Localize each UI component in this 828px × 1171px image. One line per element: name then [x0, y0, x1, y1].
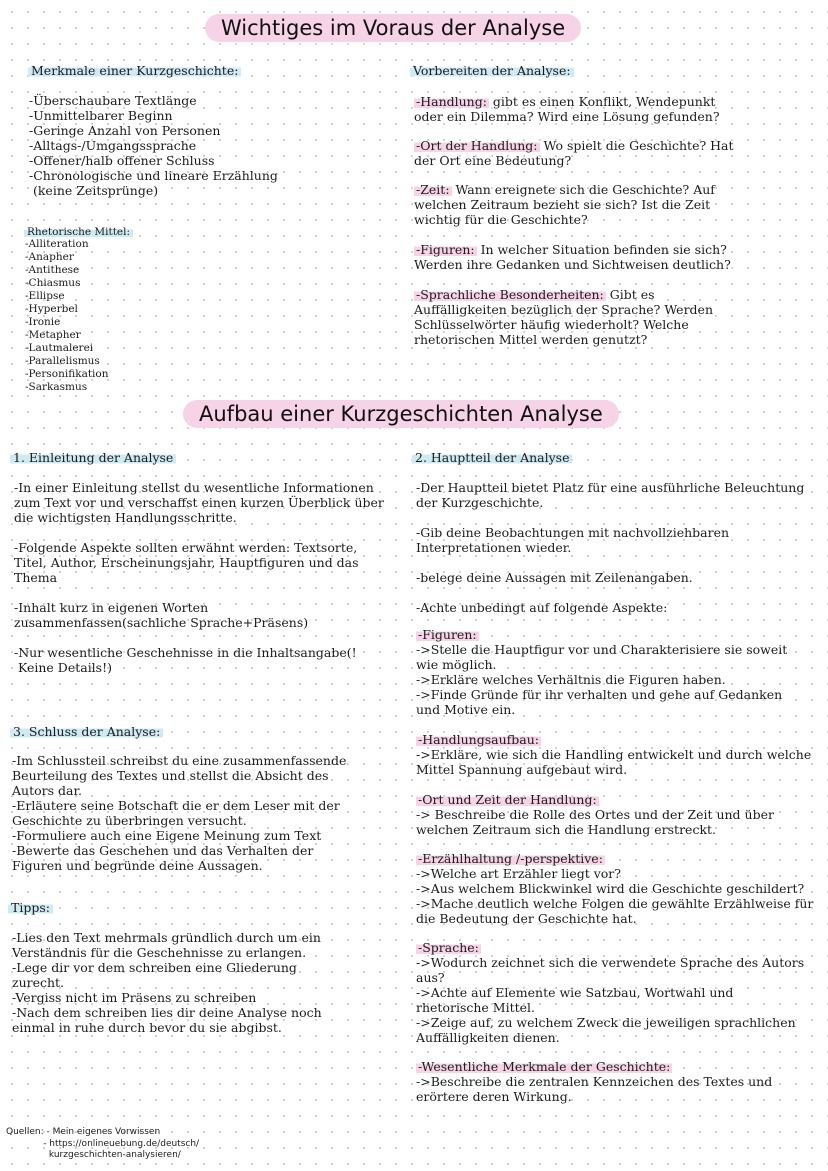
section-title: Aufbau einer Kurzgeschichten Analyse	[183, 400, 619, 428]
hauptteil-sprache: -Sprache: ->Wodurch zeichnet sich die verwendete Sprache des Autors aus? ->Achte auf Elemente wie Satzbau, Wortwahl und rhetorische Mittel. ->Zeige auf, zu welchem Zweck die jeweiligen sprachlichen Auffälligkeiten dienen.	[416, 940, 805, 1045]
schluss-text: -Im Schlussteil schreibst du eine zusammenfassende Beurteilung des Textes und stellst die Absicht des Autors dar. -Erläutere seine Botschaft die er dem Leser mit der Geschichte zu überbringen versucht. -Formuliere auch eine Eigene Meinung zum Text -Bewerte das Geschehen und das Verhalten der Figuren und begründe deine Aussagen.	[12, 753, 347, 873]
schluss-heading: 3. Schluss der Analyse:	[10, 724, 163, 739]
rhetorik-heading: Rhetorische Mittel:	[24, 226, 133, 239]
vorbereiten-heading: Vorbereiten der Analyse:	[410, 63, 574, 78]
hauptteil-heading: 2. Hauptteil der Analyse	[412, 450, 572, 465]
sources: Quellen: - Mein eigenes Vorwissen - https://onlineuebung.de/deutsch/ kurzgeschichten-analysieren/	[6, 1127, 200, 1160]
vorbereiten-handlung: -Handlung: gibt es einen Konflikt, Wendepunkt oder ein Dilemma? Wird eine Lösung gefunden?	[414, 94, 720, 124]
hauptteil-intro: -Der Hauptteil bietet Platz für eine ausführliche Beleuchtung der Kurzgeschichte. -Gib deine Beobachtungen mit nachvollziehbaren Interpretationen wieder. -belege deine Aussagen mit Zeilenangaben. -Achte unbedingt auf folgende Aspekte:	[416, 480, 805, 615]
tipps-text: -Lies den Text mehrmals gründlich durch um ein Verständnis für die Geschehnisse zu erlangen. -Lege dir vor dem schreiben eine Gliederung zurecht. -Vergiss nicht im Präsens zu schreiben -Nach dem schreiben lies dir deine Analyse noch einmal in ruhe durch bevor du sie abgibst.	[12, 930, 322, 1035]
hauptteil-handlungsaufbau: -Handlungsaufbau: ->Erkläre, wie sich die Handling entwickelt und durch welche Mittel Spannung aufgebaut wird.	[416, 732, 812, 777]
vorbereiten-zeit: -Zeit: Wann ereignete sich die Geschichte? Auf welchen Zeitraum bezieht sie sich? Ist die Zeit wichtig für die Geschichte?	[414, 182, 715, 227]
einleitung-text: -In einer Einleitung stellst du wesentliche Informationen zum Text vor und verschaffst einen kurzen Überblick über die wichtigsten Handlungsschritte. -Folgende Aspekte sollten erwähnt werden: Textsorte, Titel, Author, Erscheinungsjahr, Hauptfiguren und das Thema -Inhalt kurz in eigenen Worten zusammenfassen(sachliche Sprache+Präsens) -Nur wesentliche Geschehnisse in die Inhaltsangabe(! Keine Details!)	[14, 480, 384, 675]
hauptteil-erzaehlhaltung: -Erzählhaltung /-perspektive: ->Welche art Erzähler liegt vor? ->Aus welchem Blickwinkel wird die Geschichte geschildert? ->Mache deutlich welche Folgen die gewählte Erzählweise für die Bedeutung der Geschichte hat.	[416, 851, 814, 926]
rhetorik-list: -Alliteration -Anapher -Antithese -Chiasmus -Ellipse -Hyperbel -Ironie -Metapher -Lautmalerei -Parallelismus -Personifikation -Sarkasmus	[25, 238, 109, 393]
vorbereiten-figuren: -Figuren: In welcher Situation befinden sie sich? Werden ihre Gedanken und Sichtweisen deutlich?	[414, 242, 731, 272]
vorbereiten-sprache: -Sprachliche Besonderheiten: Gibt es Auffälligkeiten bezüglich der Sprache? Werden Schlüsselwörter häufig wiederholt? Welche rhetorischen Mittel werden genutzt?	[414, 287, 713, 347]
hauptteil-merkmale: -Wesentliche Merkmale der Geschichte: ->Beschreibe die zentralen Kennzeichen des Textes und erörtere deren Wirkung.	[416, 1059, 773, 1104]
vorbereiten-ort: -Ort der Handlung: Wo spielt die Geschichte? Hat der Ort eine Bedeutung?	[414, 138, 734, 168]
merkmale-list: -Überschaubare Textlänge -Unmittelbarer Beginn -Geringe Anzahl von Personen -Alltags-/Umgangssprache -Offener/halb offener Schluss -Chronologische und lineare Erzählung (keine Zeitsprünge)	[29, 93, 278, 198]
merkmale-heading: Merkmale einer Kurzgeschichte:	[28, 63, 241, 78]
page-title: Wichtiges im Voraus der Analyse	[205, 14, 581, 42]
hauptteil-ort-zeit: -Ort und Zeit der Handlung: -> Beschreibe die Rolle des Ortes und der Zeit und über welchen Zeitraum sich die Handlung erstreckt.	[416, 792, 774, 837]
einleitung-heading: 1. Einleitung der Analyse	[10, 450, 176, 465]
tipps-heading: Tipps:	[8, 900, 53, 915]
hauptteil-figuren: -Figuren: ->Stelle die Hauptfigur vor und Charakterisiere sie soweit wie möglich. ->Erkläre welches Verhältnis die Figuren haben. ->Finde Gründe für ihr verhalten und gehe auf Gedanken und Motive ein.	[416, 627, 788, 717]
